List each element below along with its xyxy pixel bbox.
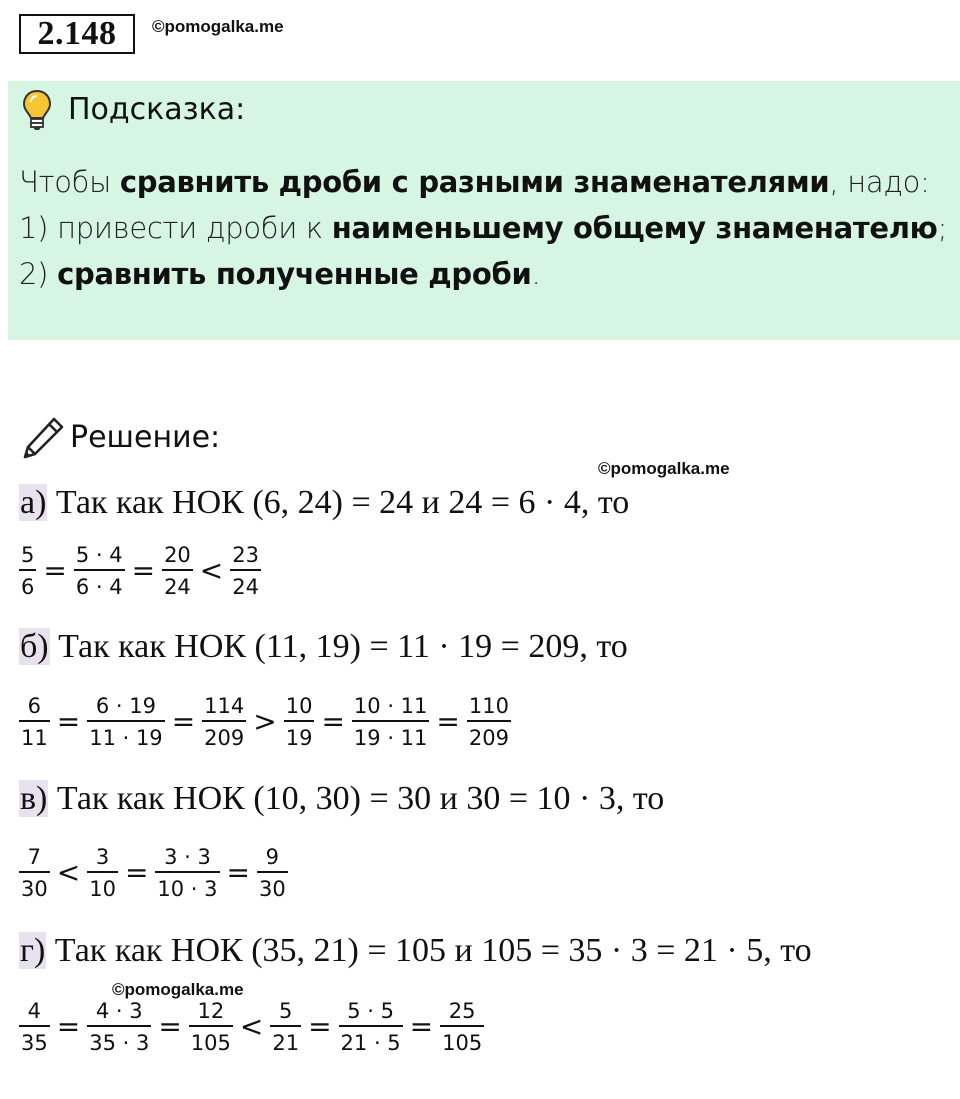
fraction: $\frac{114}{209}$ [204,694,245,751]
fraction: $\frac{25}{105}$ [442,999,483,1056]
fraction: $\frac{20}{24}$ [164,543,191,600]
item-letter-g: г) [20,932,46,969]
fraction: $\frac{4 \cdot 3}{35 \cdot 3}$ [89,999,150,1056]
watermark-top: ©pomogalka.me [152,17,284,36]
hint-line-2: 1) привести дроби к наименьшему общему знаменателю; [19,211,948,245]
math-row-v: $\frac{7}{30}$ < $\frac{3}{10}$ = $\frac{3 \cdot 3}{10 \cdot 3}$ = $\frac{9}{30}$ [18,845,289,901]
task-number: 2.148 [19,14,135,54]
hint-line-1: Чтобы сравнить дроби с разными знаменателями, надо: [19,165,930,199]
fraction: $\frac{23}{24}$ [232,543,259,600]
watermark-bottom: ©pomogalka.me [112,980,244,999]
fraction: $\frac{4}{35}$ [21,999,48,1056]
item-letter-a: а) [20,484,47,521]
fraction: $\frac{7}{30}$ [21,845,48,902]
fraction: $\frac{5 \cdot 5}{21 \cdot 5}$ [340,999,401,1056]
item-letter-v: в) [20,780,48,817]
solution-title: Решение: [70,420,221,455]
condition-b: б) Так как НОК (11, 19) = 11 · 19 = 209, то [20,628,628,665]
fraction: $\frac{5 \cdot 4}{6 \cdot 4}$ [75,543,123,600]
condition-v: в) Так как НОК (10, 30) = 30 и 30 = 10 · 3, то [20,780,665,817]
condition-g: г) Так как НОК (35, 21) = 105 и 105 = 35 · 3 = 21 · 5, то [20,932,812,969]
math-row-b: $\frac{6}{11}$ = $\frac{6 \cdot 19}{11 \cdot 19}$ = $\frac{114}{209}$ > $\frac{10}{19}$ = $\frac{10 \cdot 11}{19 \cdot 11}$ = $\frac{110}{209}$ [18,694,512,750]
hint-title: Подсказка: [68,92,246,127]
item-letter-b: б) [20,628,49,665]
fraction: $\frac{3}{10}$ [89,845,116,902]
fraction: $\frac{10 \cdot 11}{19 \cdot 11}$ [353,694,428,751]
fraction: $\frac{12}{105}$ [190,999,231,1056]
math-row-a: $\frac{5}{6}$ = $\frac{5 \cdot 4}{6 \cdot 4}$ = $\frac{20}{24}$ < $\frac{23}{24}$ [18,543,262,599]
fraction: $\frac{6 \cdot 19}{11 \cdot 19}$ [89,694,163,751]
fraction: $\frac{5}{6}$ [21,543,35,600]
fraction: $\frac{10}{19}$ [285,694,313,751]
hint-line-3: 2) сравнить полученные дроби. [19,257,541,291]
math-row-g: $\frac{4}{35}$ = $\frac{4 \cdot 3}{35 \cdot 3}$ = $\frac{12}{105}$ < $\frac{5}{21}$ = $\frac{5 \cdot 5}{21 \cdot 5}$ = $\frac{25}{105}$ [18,999,485,1055]
fraction: $\frac{5}{21}$ [272,999,300,1056]
lightbulb-icon [21,88,53,137]
fraction: $\frac{110}{209}$ [468,694,509,751]
watermark-middle: ©pomogalka.me [598,459,730,478]
condition-a: а) Так как НОК (6, 24) = 24 и 24 = 6 · 4, то [20,484,630,521]
fraction: $\frac{6}{11}$ [21,694,48,751]
fraction: $\frac{3 \cdot 3}{10 \cdot 3}$ [157,845,218,902]
fraction: $\frac{9}{30}$ [258,845,286,902]
pencil-icon [20,415,66,466]
